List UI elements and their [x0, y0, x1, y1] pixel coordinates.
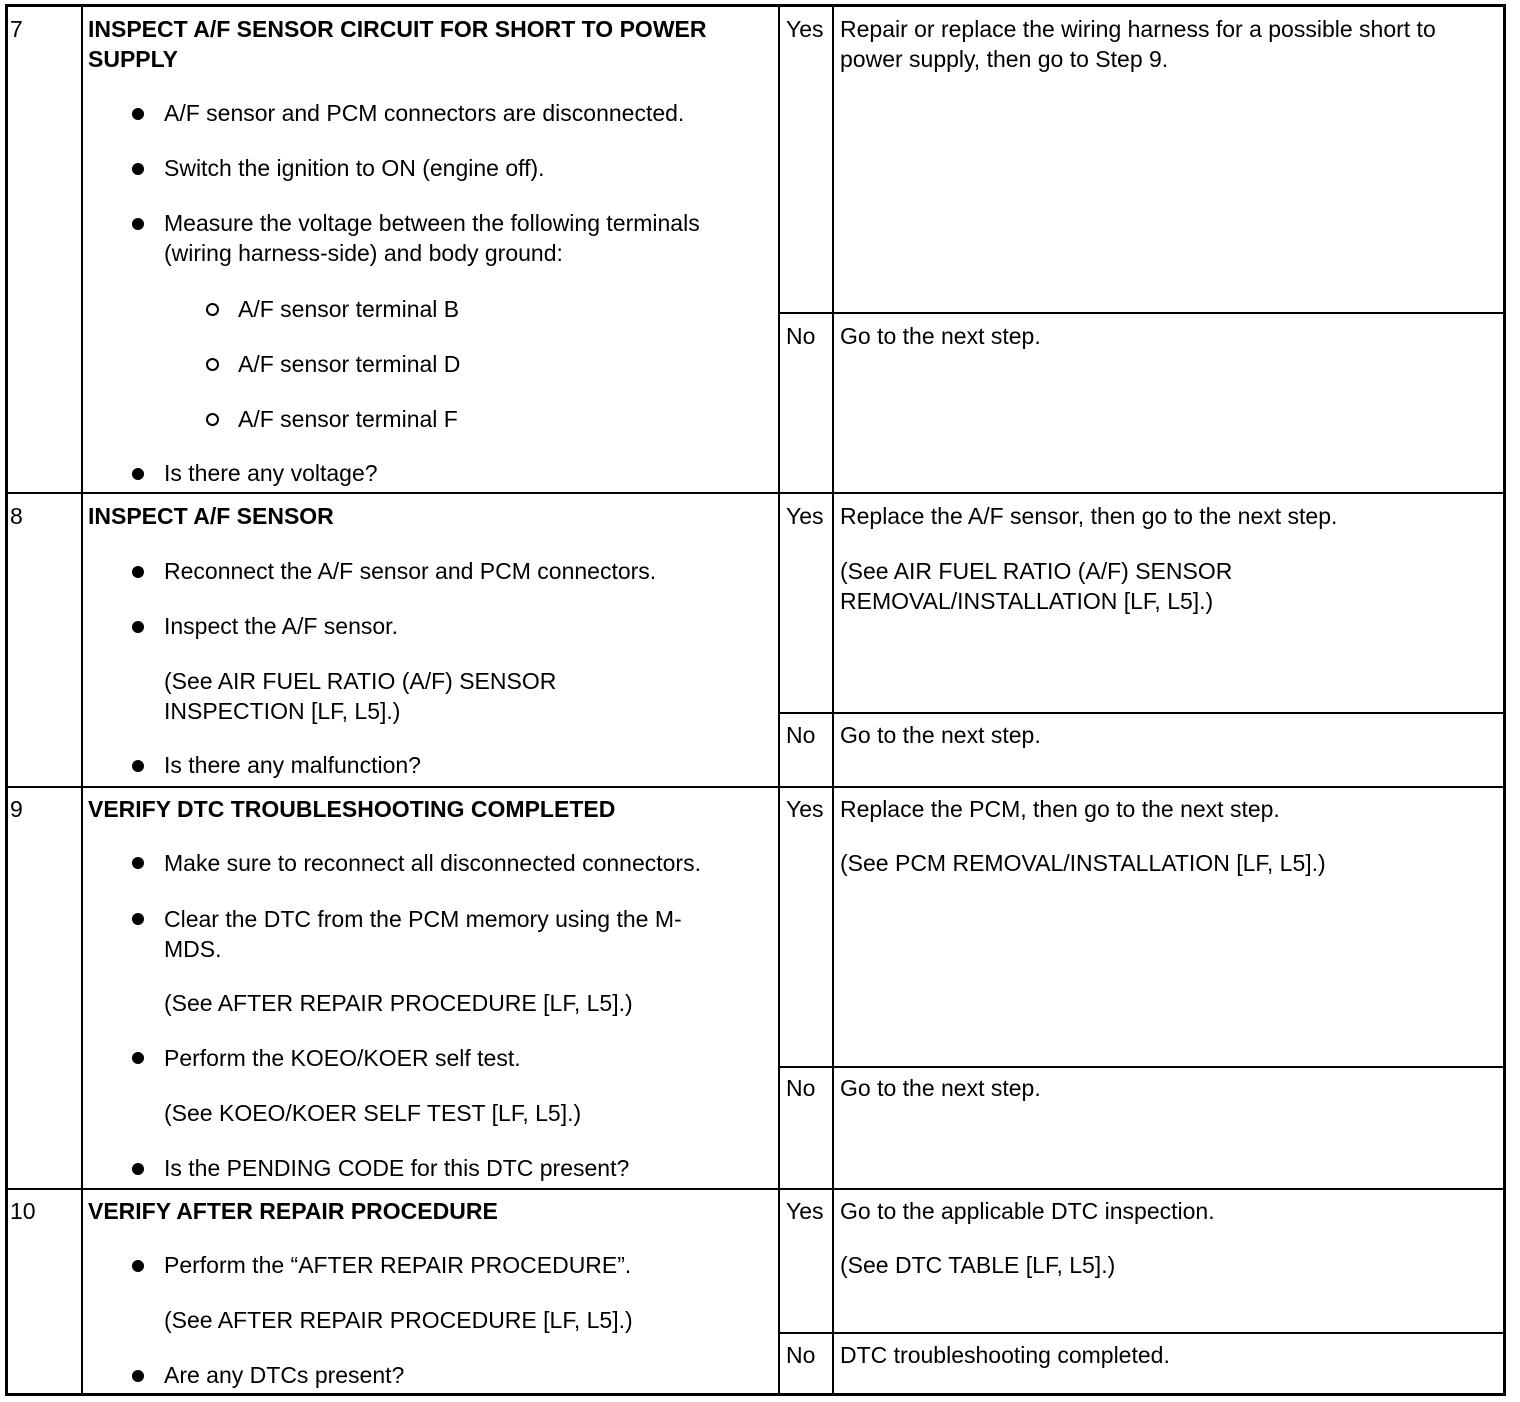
answer-divider	[778, 312, 1506, 314]
bullet-icon	[132, 1163, 144, 1175]
no-result: Go to the next step.	[840, 1075, 1041, 1101]
answer-divider	[778, 1066, 1506, 1068]
step-title: INSPECT A/F SENSOR	[88, 503, 334, 529]
step-item: Clear the DTC from the PCM memory using the M-MDS.	[164, 906, 682, 962]
no-label: No	[786, 1075, 816, 1101]
step-number: 7	[10, 16, 23, 42]
no-result: Go to the next step.	[840, 323, 1041, 349]
yes-reference: (See AIR FUEL RATIO (A/F) SENSOR REMOVAL/INSTALLATION [LF, L5].)	[840, 558, 1233, 614]
step-item: Perform the “AFTER REPAIR PROCEDURE”.	[164, 1252, 632, 1278]
no-label: No	[786, 323, 816, 349]
yes-label: Yes	[786, 1198, 824, 1224]
step-item: Is there any malfunction?	[164, 752, 421, 778]
no-label: No	[786, 722, 816, 748]
sub-item: A/F sensor terminal D	[238, 351, 461, 377]
no-result: DTC troubleshooting completed.	[840, 1342, 1170, 1368]
step-number: 9	[10, 796, 23, 822]
sub-bullet-icon	[206, 413, 219, 426]
no-label: No	[786, 1342, 816, 1368]
step-reference: (See AFTER REPAIR PROCEDURE [LF, L5].)	[164, 990, 633, 1016]
step-title: INSPECT A/F SENSOR CIRCUIT FOR SHORT TO POWER SUPPLY	[88, 16, 707, 72]
row-divider	[5, 492, 1506, 494]
step-item: Perform the KOEO/KOER self test.	[164, 1045, 521, 1071]
answer-divider	[778, 1332, 1506, 1334]
step-reference: (See AIR FUEL RATIO (A/F) SENSOR INSPECTION [LF, L5].)	[164, 668, 557, 724]
step-item: A/F sensor and PCM connectors are disconnected.	[164, 100, 685, 126]
step-item: Make sure to reconnect all disconnected connectors.	[164, 850, 701, 876]
row-divider	[5, 786, 1506, 788]
answer-divider	[778, 712, 1506, 714]
step-item: Switch the ignition to ON (engine off).	[164, 155, 545, 181]
bullet-icon	[132, 566, 144, 578]
bullet-icon	[132, 163, 144, 175]
bullet-icon	[132, 913, 144, 925]
bullet-icon	[132, 1370, 144, 1382]
bullet-icon	[132, 1052, 144, 1064]
yes-reference: (See DTC TABLE [LF, L5].)	[840, 1252, 1116, 1278]
step-reference: (See AFTER REPAIR PROCEDURE [LF, L5].)	[164, 1307, 633, 1333]
step-title: VERIFY AFTER REPAIR PROCEDURE	[88, 1198, 498, 1224]
step-item: Is the PENDING CODE for this DTC present?	[164, 1155, 630, 1181]
step-item: Is there any voltage?	[164, 460, 378, 486]
sub-item: A/F sensor terminal B	[238, 296, 460, 322]
bullet-icon	[132, 468, 144, 480]
yes-reference: (See PCM REMOVAL/INSTALLATION [LF, L5].)	[840, 850, 1326, 876]
yes-result: Repair or replace the wiring harness for a possible short to power supply, then go to Step 9.	[840, 16, 1436, 72]
bullet-icon	[132, 108, 144, 120]
step-title: VERIFY DTC TROUBLESHOOTING COMPLETED	[88, 796, 616, 822]
yes-label: Yes	[786, 16, 824, 42]
step-item: Are any DTCs present?	[164, 1362, 405, 1388]
row-divider	[5, 1188, 1506, 1190]
yes-result: Go to the applicable DTC inspection.	[840, 1198, 1215, 1224]
step-item: Measure the voltage between the following terminals (wiring harness-side) and body ground:	[164, 210, 700, 266]
bullet-icon	[132, 1260, 144, 1272]
bullet-icon	[132, 760, 144, 772]
yes-result: Replace the A/F sensor, then go to the next step.	[840, 503, 1338, 529]
step-number: 8	[10, 503, 23, 529]
sub-bullet-icon	[206, 358, 219, 371]
bullet-icon	[132, 857, 144, 869]
bullet-icon	[132, 218, 144, 230]
step-number: 10	[10, 1198, 36, 1224]
yes-result: Replace the PCM, then go to the next step.	[840, 796, 1280, 822]
yes-label: Yes	[786, 503, 824, 529]
step-item: Reconnect the A/F sensor and PCM connectors.	[164, 558, 657, 584]
no-result: Go to the next step.	[840, 722, 1041, 748]
step-reference: (See KOEO/KOER SELF TEST [LF, L5].)	[164, 1100, 582, 1126]
sub-bullet-icon	[206, 303, 219, 316]
step-item: Inspect the A/F sensor.	[164, 613, 398, 639]
yes-label: Yes	[786, 796, 824, 822]
sub-item: A/F sensor terminal F	[238, 406, 458, 432]
bullet-icon	[132, 621, 144, 633]
